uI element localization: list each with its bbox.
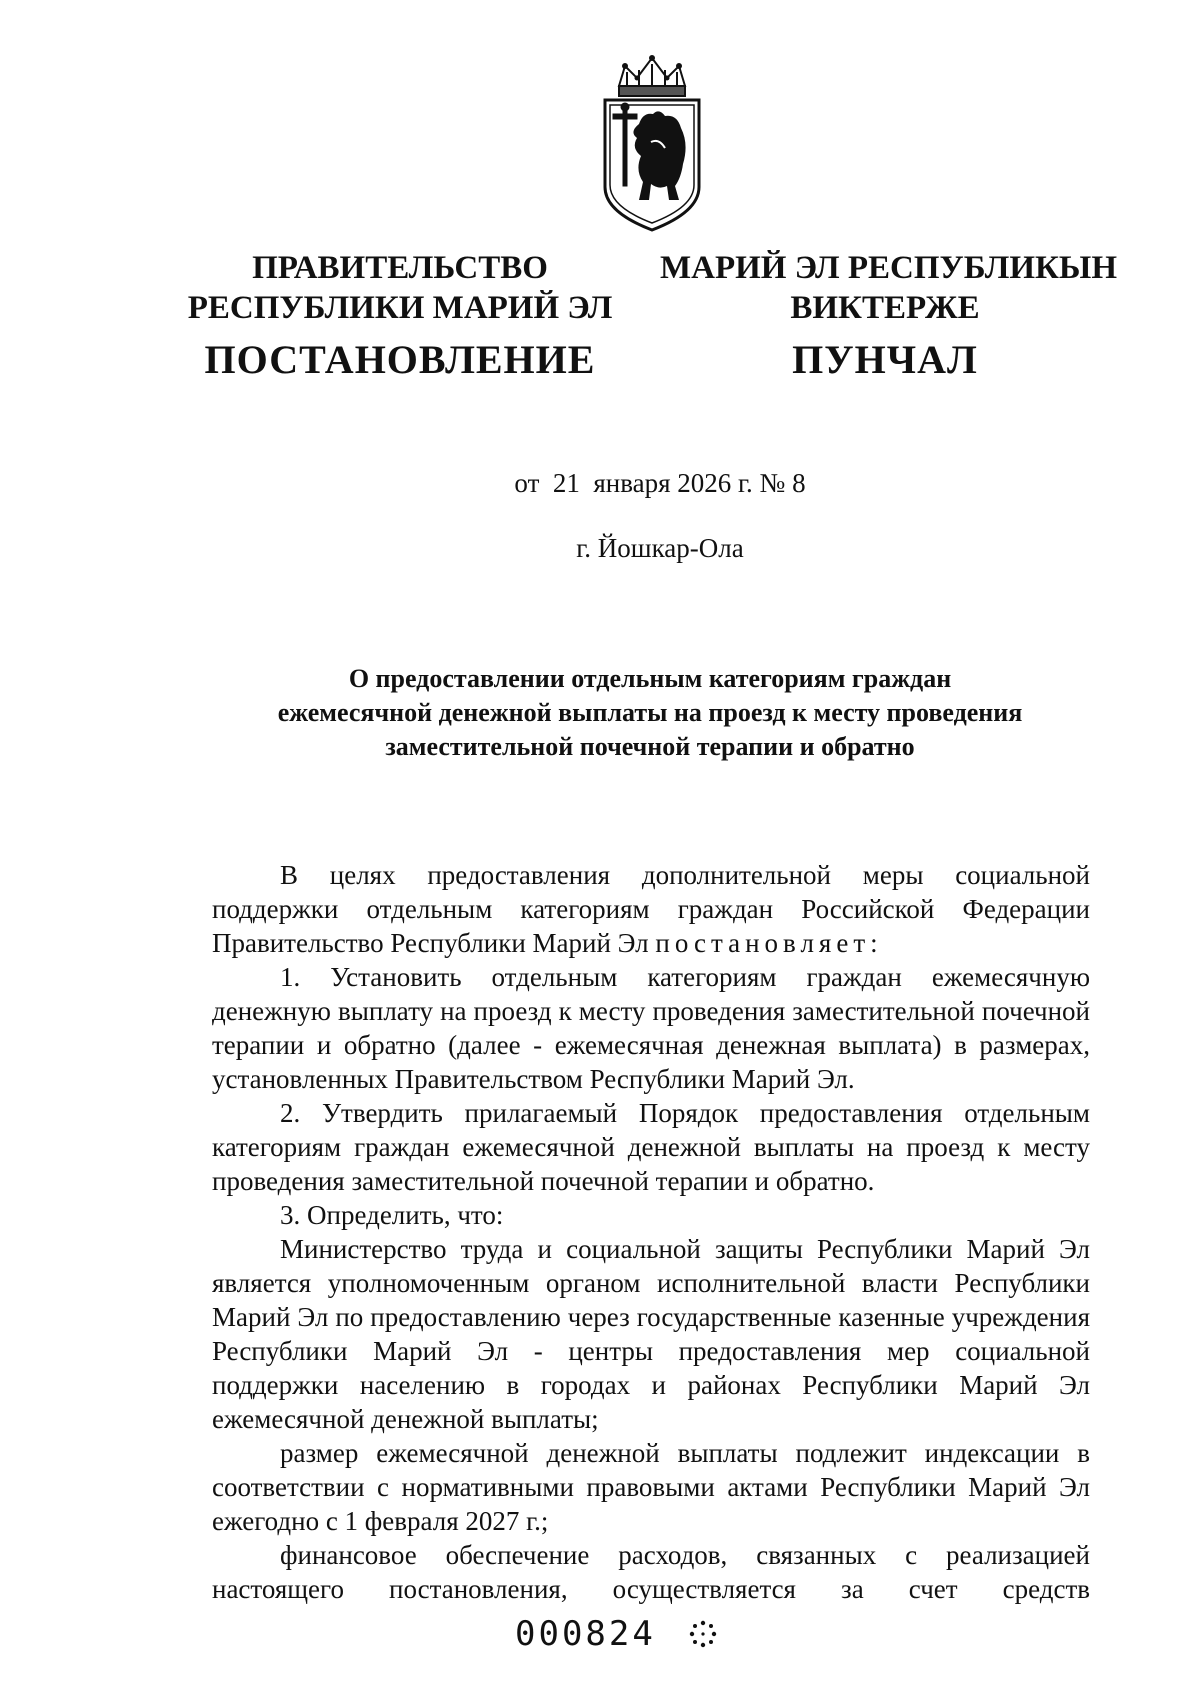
government-name-mari-line1: МАРИЙ ЭЛ РЕСПУБЛИКЫН: [660, 250, 1118, 286]
document-title-line2: ежемесячной денежной выплаты на проезд к месту проведения: [277, 698, 1023, 727]
document-city: г. Йошкар-Ола: [576, 533, 744, 563]
body-intro-text: В целях предоставления дополнительной меры социальной поддержки отдельным категориям граждан Российской Федерации Правительство Республики Марий Эл: [212, 860, 1090, 958]
body-paragraph-3: 3. Определить, что:: [280, 1200, 504, 1230]
document-date-number: от 21 января 2026 г. № 8: [514, 468, 806, 498]
document-type-mari: ПУНЧАЛ: [792, 337, 978, 382]
body-paragraph-intro: [212, 858, 1090, 960]
government-name-mari: [660, 248, 1118, 328]
asterisk-mark-icon: [688, 1619, 718, 1649]
government-name-ru: [180, 248, 620, 328]
government-name-mari-line2: ВИКТЕРЖЕ: [790, 290, 980, 326]
body-paragraph-3a: Министерство труда и социальной защиты Республики Марий Эл является уполномоченным органом исполнительной власти Республики Марий Эл по предоставлению через государственные казенные учреждения Республики Марий Эл - центры предоставления мер социальной поддержки населению в городах и районах Республики Марий Эл ежемесячной денежной выплаты;: [212, 1234, 1090, 1434]
body-paragraph-3c: финансовое обеспечение расходов, связанных с реализацией настоящего постановления, осуществляется за счет средств: [212, 1540, 1090, 1604]
document-type-ru: ПОСТАНОВЛЕНИЕ: [204, 337, 596, 382]
government-name-ru-line1: ПРАВИТЕЛЬСТВО: [252, 250, 548, 286]
body-resolves-text: постановляет:: [655, 928, 883, 958]
form-serial-number: 000824: [515, 1614, 656, 1654]
document-title-line3: заместительной почечной терапии и обратно: [385, 732, 915, 761]
body-paragraph-1: 1. Установить отдельным категориям граждан ежемесячную денежную выплату на проезд к месту проведения заместительной почечной терапии и обратно (далее - ежемесячная денежная выплата) в размерах, установленных Правительством Республики Марий Эл.: [212, 962, 1090, 1094]
body-paragraph-3b: размер ежемесячной денежной выплаты подлежит индексации в соответствии с нормативными правовыми актами Республики Марий Эл ежегодно с 1 февраля 2027 г.;: [212, 1438, 1090, 1536]
document-title: [210, 662, 1090, 764]
document-body: [212, 858, 1090, 1606]
document-title-line1: О предоставлении отдельным категориям граждан: [348, 664, 952, 693]
coat-of-arms-icon: [597, 52, 707, 232]
body-paragraph-2: 2. Утвердить прилагаемый Порядок предоставления отдельным категориям граждан ежемесячной денежной выплаты на проезд к месту проведения заместительной почечной терапии и обратно.: [212, 1098, 1090, 1196]
government-name-ru-line2: РЕСПУБЛИКИ МАРИЙ ЭЛ: [187, 290, 613, 326]
